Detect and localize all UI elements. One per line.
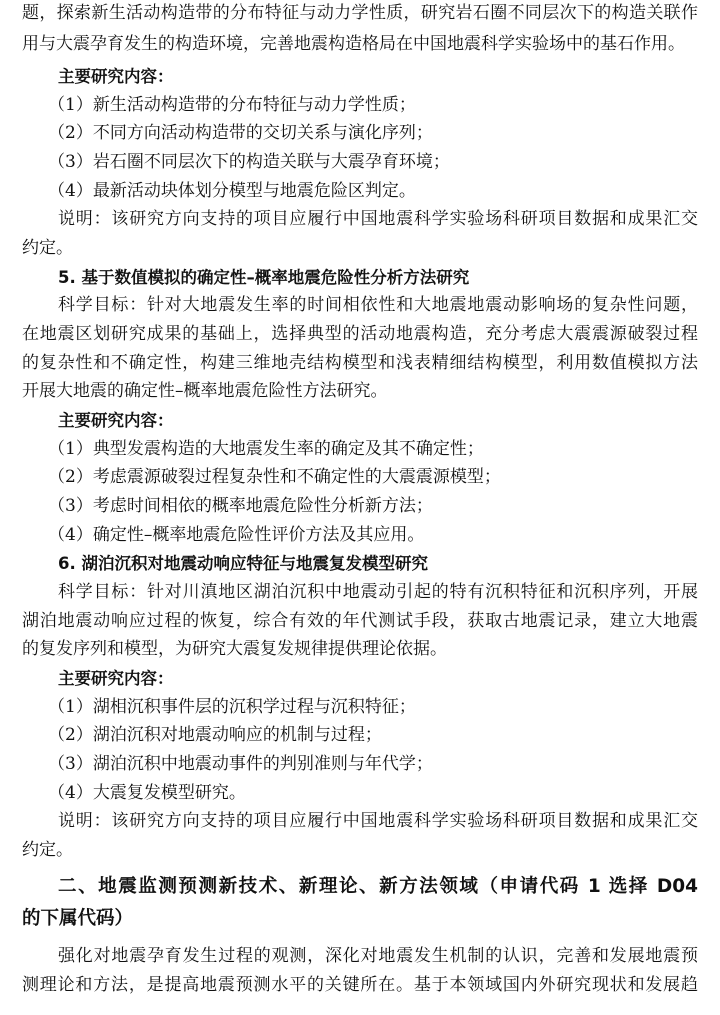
- text-line: （2）不同方向活动构造带的交切关系与演化序列；: [48, 123, 433, 143]
- text-line: 的复发序列和模型，为研究大震复发规律提供理论依据。: [22, 639, 447, 659]
- text-line: （3）岩石圈不同层次下的构造关联与大震孕育环境；: [48, 152, 450, 172]
- text-line: 科学目标：针对川滇地区湖泊沉积中地震动引起的特有沉积特征和沉积序列，开展: [58, 582, 698, 602]
- text-line: 湖泊地震动响应过程的恢复，综合有效的年代测试手段，获取古地震记录，建立大地震: [22, 611, 698, 631]
- text-line: 说明：该研究方向支持的项目应履行中国地震科学实验场科研项目数据和成果汇交: [58, 209, 698, 229]
- text-line: 约定。: [22, 238, 73, 258]
- text-line: （1）典型发震构造的大地震发生率的确定及其不确定性；: [48, 439, 484, 459]
- text-line: （4）大震复发模型研究。: [48, 783, 246, 803]
- text-line: 二、地震监测预测新技术、新理论、新方法领域（申请代码 1 选择 D04: [58, 876, 698, 897]
- text-line: （1）湖相沉积事件层的沉积学过程与沉积特征；: [48, 697, 416, 717]
- text-line: 说明：该研究方向支持的项目应履行中国地震科学实验场科研项目数据和成果汇交: [58, 811, 698, 831]
- text-line: （1）新生活动构造带的分布特征与动力学性质；: [48, 95, 416, 115]
- text-line: （3）湖泊沉积中地震动事件的判别准则与年代学；: [48, 754, 433, 774]
- text-line: （4）确定性–概率地震危险性评价方法及其应用。: [48, 525, 425, 545]
- text-line: 的下属代码）: [22, 908, 134, 929]
- text-line: 测理论和方法，是提高地震预测水平的关键所在。基于本领域国内外研究现状和发展趋: [22, 975, 698, 995]
- text-line: 约定。: [22, 840, 73, 860]
- text-line: 强化对地震孕育发生过程的观测，深化对地震发生机制的认识，完善和发展地震预: [58, 946, 698, 966]
- text-line: 6. 湖泊沉积对地震动响应特征与地震复发模型研究: [58, 554, 428, 573]
- text-line: 的复杂性和不确定性，构建三维地壳结构模型和浅表精细结构模型，利用数值模拟方法: [22, 353, 698, 373]
- text-line: 主要研究内容：: [58, 67, 174, 86]
- text-line: （3）考虑时间相依的概率地震危险性分析新方法；: [48, 496, 433, 516]
- text-line: （2）湖泊沉积对地震动响应的机制与过程；: [48, 725, 382, 745]
- text-line: 科学目标：针对大地震发生率的时间相依性和大地震地震动影响场的复杂性问题，: [58, 295, 698, 315]
- text-line: 主要研究内容：: [58, 669, 174, 688]
- text-line: （4）最新活动块体划分模型与地震危险区判定。: [48, 181, 416, 201]
- text-line: 5. 基于数值模拟的确定性–概率地震危险性分析方法研究: [58, 268, 470, 287]
- text-line: 在地震区划研究成果的基础上，选择典型的活动地震构造，充分考虑大震震源破裂过程: [22, 324, 698, 344]
- text-line: 题，探索新生活动构造带的分布特征与动力学性质，研究岩石圈不同层次下的构造关联作: [22, 3, 698, 23]
- text-line: （2）考虑震源破裂过程复杂性和不确定性的大震震源模型；: [48, 467, 501, 487]
- text-line: 开展大地震的确定性–概率地震危险性方法研究。: [22, 381, 388, 401]
- text-line: 主要研究内容：: [58, 411, 174, 430]
- text-line: 用与大震孕育发生的构造环境，完善地震构造格局在中国地震科学实验场中的基石作用。: [22, 34, 685, 54]
